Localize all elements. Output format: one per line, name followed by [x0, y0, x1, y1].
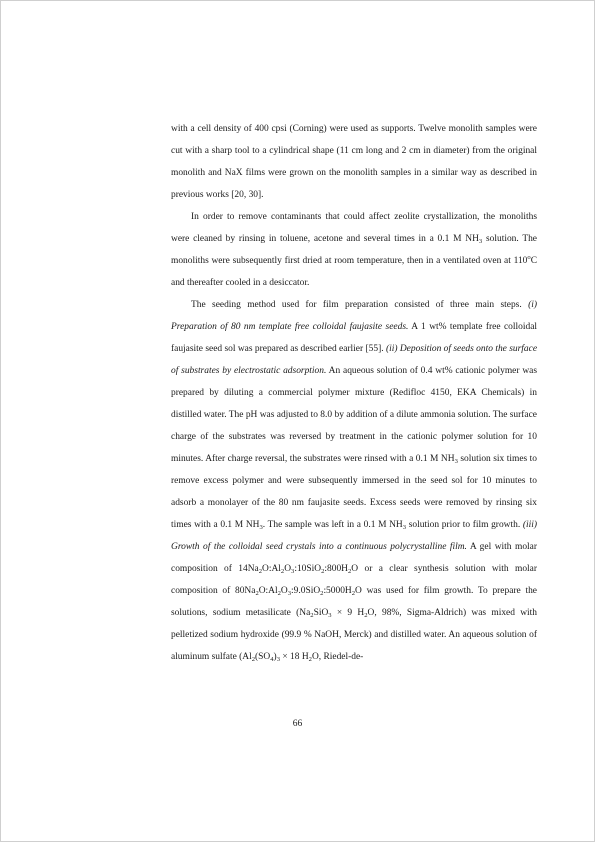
text-run: with a cell density of 400 cpsi (Corning) were used as supports. Twelve monolith samples were cut with a sharp tool to a cylindrical shape (11 cm long and 2 cm in diameter) from the original monolith and NaX films were grown on the monolith samples in a similar way as described in previous works [20, 30]. — [171, 124, 537, 200]
italic-text: (iii) Growth of the colloidal seed crystals into a continuous polycrystalline film. — [171, 520, 537, 552]
subscript: 2 — [308, 656, 312, 663]
text-run: × 18 H — [280, 652, 309, 662]
subscript: 2 — [320, 590, 324, 597]
text-run: solution six times to remove excess polymer and were subsequently immersed in the seed sol for 10 minutes to adsorb a monolayer of the 80 nm faujasite seeds. Excess seeds were removed by rinsing six times with a 0.1 M NH — [171, 454, 537, 530]
text-run: solution. The monoliths were subsequently first dried at room temperature, then in a ventilated oven at 110 — [171, 234, 537, 266]
text-run: . The sample was left in a 0.1 M NH — [262, 520, 403, 530]
subscript: 3 — [259, 524, 263, 531]
subscript: 3 — [291, 568, 295, 575]
text-run: (SO — [255, 652, 271, 662]
superscript: o — [527, 254, 531, 261]
text-run: O or a clear synthesis solution with molar composition of 80Na — [171, 564, 538, 596]
text-run: O, Riedel-de- — [311, 652, 364, 662]
subscript: 3 — [454, 458, 458, 465]
text-run: O:Al — [258, 586, 278, 596]
subscript: 2 — [351, 590, 356, 597]
text-run: SiO — [313, 608, 329, 618]
paragraph — [171, 118, 537, 206]
subscript: 2 — [258, 568, 263, 575]
text-run: O — [284, 564, 292, 574]
text-run: The seeding method used for film preparation consisted of three main steps. — [191, 300, 529, 310]
paragraph — [171, 294, 537, 668]
text-run: O, 98%, Sigma-Aldrich) was mixed with pelletized sodium hydroxide (99.9 % NaOH, Merck) and distilled water. An aqueous solution of aluminum sulfate (Al — [171, 608, 537, 662]
subscript: 2 — [277, 590, 281, 597]
subscript: 3 — [328, 612, 332, 619]
subscript: 3 — [287, 590, 292, 597]
page-number: 66 — [292, 719, 303, 729]
text-run: An aqueous solution of 0.4 wt% cationic polymer was prepared by diluting a commercial polymer mixture (Redifloc 4150, EKA Chemicals) in distilled water. The pH was adjusted to 8.0 by addition of a dilute ammonia solution. The surface charge of the substrates was reversed by treatment in the cationic polymer solution for 10 minutes. After charge reversal, the substrates were rinsed with a 0.1 M NH — [171, 366, 538, 464]
subscript: 2 — [280, 568, 285, 575]
text-run: In order to remove contaminants that could affect zeolite crystallization, the monoliths were cleaned by rinsing in toluene, acetone and several times in a 0.1 M NH — [171, 212, 537, 244]
subscript: 2 — [310, 612, 314, 619]
italic-text: (i) Preparation of 80 nm template free colloidal faujasite seeds. — [171, 300, 537, 332]
text-run: O:Al — [262, 564, 281, 574]
subscript: 3 — [402, 524, 407, 531]
subscript: 3 — [478, 238, 483, 245]
subscript: 3 — [276, 656, 280, 663]
paragraph — [171, 206, 537, 294]
italic-text: (ii) Deposition of seeds onto the surface of substrates by electrostatic adsorption. — [171, 344, 538, 376]
text-run: C and thereafter cooled in a desiccator. — [171, 256, 537, 288]
subscript: 2 — [251, 656, 256, 663]
text-run: :5000H — [323, 586, 352, 596]
subscript: 2 — [255, 590, 259, 597]
text-run: :10SiO — [294, 564, 322, 574]
text-run: O was used for film growth. To prepare the solutions, sodium metasilicate (Na — [171, 586, 538, 618]
text-run: A 1 wt% template free colloidal faujasite seed sol was prepared as described earlier [55]. — [171, 322, 538, 354]
text-run: solution prior to film growth. — [406, 520, 523, 530]
text-run: ) — [273, 652, 277, 662]
body-text — [171, 118, 537, 668]
text-run: O — [280, 586, 288, 596]
subscript: 4 — [270, 656, 274, 663]
text-run: :800H — [324, 564, 348, 574]
subscript: 2 — [347, 568, 352, 575]
text-run: × 9 H — [331, 608, 365, 618]
text-run: :9.0SiO — [291, 586, 321, 596]
subscript: 2 — [364, 612, 368, 619]
subscript: 2 — [321, 568, 325, 575]
text-run: A gel with molar composition of 14Na — [171, 542, 537, 574]
